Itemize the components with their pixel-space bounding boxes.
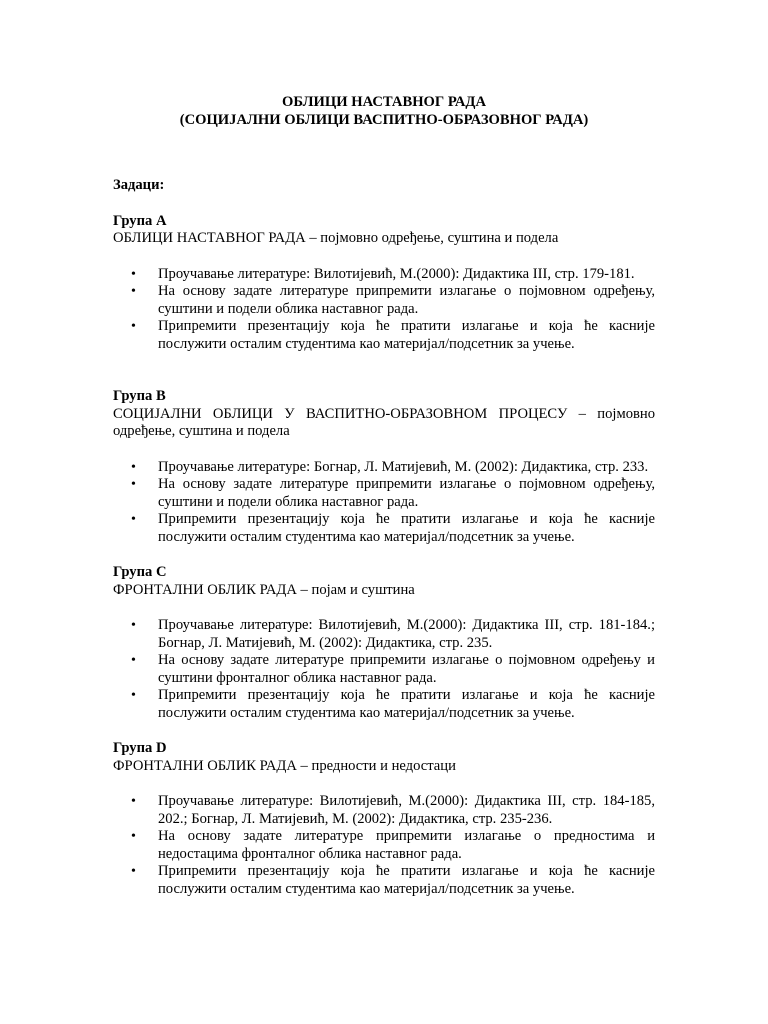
group-c-section (113, 564, 655, 722)
group-d-name: Група D (113, 740, 167, 756)
list-item (113, 459, 655, 477)
tasks-heading: Задаци: (113, 177, 165, 193)
group-a-name: Група А (113, 212, 167, 229)
group-d-topic: ФРОНТАЛНИ ОБЛИК РАДА – предности и недостаци (113, 757, 456, 774)
group-b-name: Група В (113, 388, 166, 404)
list-item (113, 863, 655, 898)
bullet-icon: • (131, 653, 136, 668)
bullet-icon: • (131, 794, 136, 809)
bullet-icon: • (131, 864, 136, 879)
bullet-icon: • (131, 459, 136, 475)
group-c-task-list (113, 617, 655, 722)
bullet-icon: • (131, 319, 136, 334)
group-d-task-list (113, 793, 655, 898)
group-a-task-list (113, 266, 655, 354)
list-item (113, 476, 655, 511)
task-text: Проучавање литературе: Богнар, Л. Матијевић, М. (2002): Дидактика, стр. 233. (158, 458, 649, 475)
group-a-topic: ОБЛИЦИ НАСТАВНОГ РАДА – појмовно одређење, суштина и подела (113, 230, 559, 246)
task-text: Припремити презентацију која ће пратити излагање и која ће касније послужити осталим студентима као материјал/подсетник за учење. (158, 318, 655, 352)
task-text: Проучавање литературе: Вилотијевић, М.(2000): Дидактика III, стр. 181-184.; Богнар, Л. Матијевић, М. (2002): Дидактика, стр. 235. (158, 617, 655, 651)
group-d-section (113, 740, 655, 898)
bullet-icon: • (131, 266, 136, 282)
list-item (113, 652, 655, 687)
list-item (113, 283, 655, 318)
bullet-icon: • (131, 688, 136, 703)
group-a-section (113, 213, 655, 354)
task-text: На основу задате литературе припремити излагање о појмовном одређењу и суштини фронталног облика наставног рада. (158, 652, 655, 686)
task-text: На основу задате литературе припремити излагање о предностима и недостацима фронталног облика наставног рада. (158, 828, 655, 862)
bullet-icon: • (131, 284, 136, 299)
task-text: На основу задате литературе припремити излагање о појмовном одређењу, суштини и подели облика наставног рада. (158, 283, 655, 317)
group-b-section (113, 388, 655, 546)
bullet-icon: • (131, 829, 136, 844)
list-item (113, 828, 655, 863)
task-text: Припремити презентацију која ће пратити излагање и која ће касније послужити осталим студентима као материјал/подсетник за учење. (158, 863, 655, 897)
group-c-name: Група С (113, 564, 167, 580)
group-b-topic: СОЦИЈАЛНИ ОБЛИЦИ У ВАСПИТНО-ОБРАЗОВНОМ ПРОЦЕСУ – појмовно одређење, суштина и подела (113, 405, 655, 439)
list-item (113, 617, 655, 652)
list-item (113, 687, 655, 722)
title-line-2: (СОЦИЈАЛНИ ОБЛИЦИ ВАСПИТНО-ОБРАЗОВНОГ РАДА) (179, 111, 589, 128)
list-item (113, 266, 655, 284)
group-c-topic: ФРОНТАЛНИ ОБЛИК РАДА – појам и суштина (113, 581, 415, 598)
list-item (113, 318, 655, 353)
task-text: Припремити презентацију која ће пратити излагање и која ће касније послужити осталим студентима као материјал/подсетник за учење. (158, 511, 655, 545)
task-text: Проучавање литературе: Вилотијевић, М.(2000): Дидактика III, стр. 179-181. (158, 265, 635, 282)
bullet-icon: • (131, 477, 136, 492)
bullet-icon: • (131, 512, 136, 527)
document-title (113, 94, 655, 129)
task-text: Припремити презентацију која ће пратити излагање и која ће касније послужити осталим студентима као материјал/подсетник за учење. (158, 687, 655, 721)
bullet-icon: • (131, 618, 136, 633)
list-item (113, 793, 655, 828)
title-line-1: ОБЛИЦИ НАСТАВНОГ РАДА (282, 94, 486, 110)
task-text: На основу задате литературе припремити излагање о појмовном одређењу, суштини и подели облика наставног рада. (158, 476, 655, 510)
group-b-task-list (113, 459, 655, 547)
list-item (113, 511, 655, 546)
task-text: Проучавање литературе: Вилотијевић, М.(2000): Дидактика III, стр. 184-185, 202.; Богнар, Л. Матијевић, М. (2002): Дидактика, стр. 235-236. (158, 793, 655, 827)
